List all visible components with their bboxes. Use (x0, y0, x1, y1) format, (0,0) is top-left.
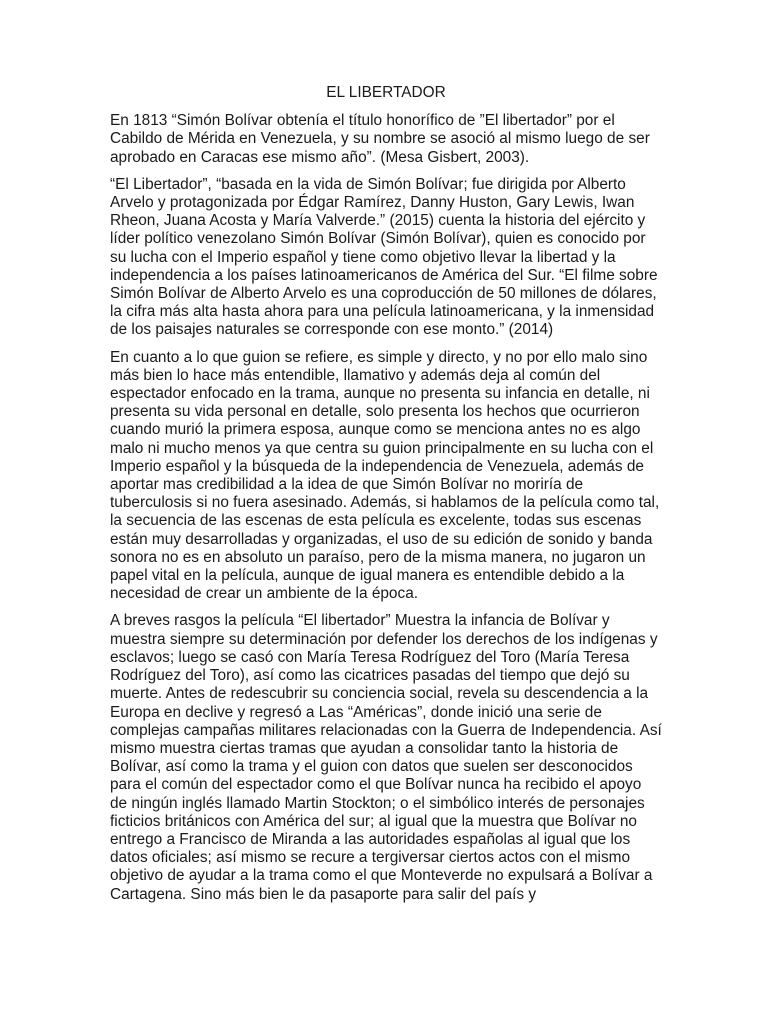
paragraph-1: En 1813 “Simón Bolívar obtenía el título honorífico de ”El libertador” por el Cabildo de Mérida en Venezuela, y su nombre se asoció al mismo luego de ser aprobado en Caracas ese mismo año”. (Mesa Gisbert, 2003). (110, 112, 650, 166)
document-title: EL LIBERTADOR (326, 84, 446, 101)
paragraph-3: En cuanto a lo que guion se refiere, es simple y directo, y no por ello malo sino más bien lo hace más entendible, llamativo y además deja al común del espectador enfocado en la trama, aunque no presenta su infancia en detalle, ni presenta su vida personal en detalle, solo presenta los hechos que ocurrieron cuando murió la primera esposa, aunque como se menciona antes no es algo malo ni mucho menos ya que centra su guion principalmente en su lucha con el Imperio español y la búsqueda de la independencia de Venezuela, además de aportar mas credibilidad a la idea de que Simón Bolívar no moriría de tuberculosis si no fuera asesinado. Además, si hablamos de la película como tal, la secuencia de las escenas de esta película es excelente, todas sus escenas están muy desarrolladas y organizadas, el uso de su edición de sonido y banda sonora no es en absoluto un paraíso, pero de la misma manera, no jugaron un papel vital en la película, aunque de igual manera es entendible debido a la necesidad de crear un ambiente de la época. (110, 348, 660, 603)
document-page (110, 84, 662, 913)
paragraph-4: A breves rasgos la película “El libertador” Muestra la infancia de Bolívar y muestra siempre su determinación por defender los derechos de los indígenas y esclavos; luego se casó con María Teresa Rodríguez del Toro (María Teresa Rodríguez del Toro), así como las cicatrices pasadas del tiempo que dejó su muerte. Antes de redescubrir su conciencia social, revela su descendencia a la Europa en declive y regresó a Las “Américas”, donde inició una serie de complejas campañas militares relacionadas con la Guerra de Independencia. Así mismo muestra ciertas tramas que ayudan a consolidar tanto la historia de Bolívar, así como la trama y el guion con datos que suelen ser desconocidos para el común del espectador como el que Bolívar nunca ha recibido el apoyo de ningún inglés llamado Martin Stockton; o el simbólico interés de personajes ficticios británicos con América del sur; al igual que la muestra que Bolívar no entrego a Francisco de Miranda a las autoridades españolas al igual que los datos oficiales; así mismo se recure a tergiversar ciertos actos con el mismo objetivo de ayudar a la trama como el que Monteverde no expulsará a Bolívar a Cartagena. Sino más bien le da pasaporte para salir del país y (110, 612, 662, 903)
paragraph-2: “El Libertador”, “basada en la vida de Simón Bolívar; fue dirigida por Alberto Arvelo y protagonizada por Édgar Ramírez, Danny Huston, Gary Lewis, Iwan Rheon, Juana Acosta y María Valverde.” (2015) cuenta la historia del ejército y líder político venezolano Simón Bolívar (Simón Bolívar), quien es conocido por su lucha con el Imperio español y tiene como objetivo llevar la libertad y la independencia a los países latinoamericanos de América del Sur. “El filme sobre Simón Bolívar de Alberto Arvelo es una coproducción de 50 millones de dólares, la cifra más alta hasta ahora para una película latinoamericana, y la inmensidad de los paisajes naturales se corresponde con ese monto.” (2014) (110, 175, 658, 339)
